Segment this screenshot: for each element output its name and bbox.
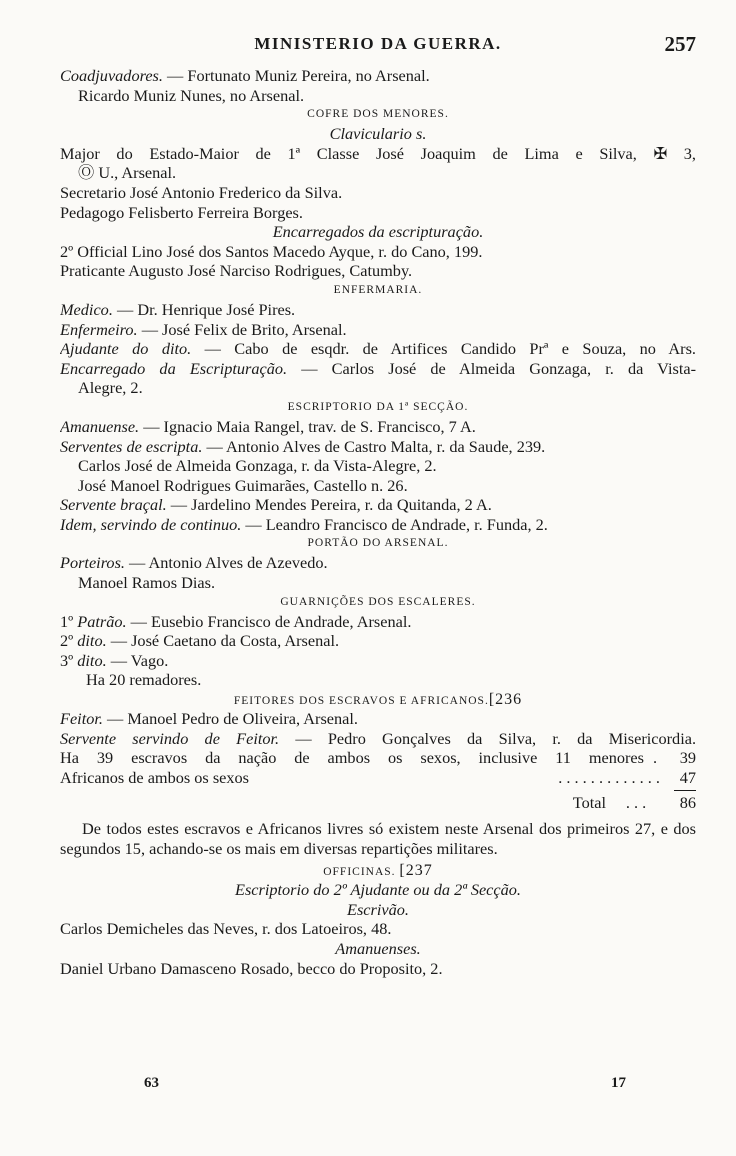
entry-line: Ajudante do dito. — Cabo de esqdr. de Artifices Candido Prª e Souza, no Ars.: [60, 339, 696, 359]
count-row: Africanos de ambos os sexos . . . . . . . . . . . . . 47: [60, 767, 696, 787]
section-heading: PORTÃO DO ARSENAL.: [307, 537, 449, 550]
entry-line: Amanuense. — Ignacio Maia Rangel, trav. de S. Francisco, 7 A.: [60, 416, 476, 436]
entry-line: Carlos José de Almeida Gonzaga, r. da Vista-Alegre, 2.: [78, 456, 437, 476]
entry-line: Alegre, 2.: [78, 378, 143, 398]
section-heading: GUARNIÇÕES DOS ESCALERES.: [280, 595, 476, 608]
total-row: Total . . . 86: [572, 793, 696, 813]
page-body: [60, 66, 696, 978]
section-heading: ENFERMARIA.: [333, 283, 423, 296]
note-paragraph: De todos estes escravos e Africanos livres só existem neste Arsenal dos primeiros 27, e dos segundos 15, achando-se os mais em diversas repartições militares.: [60, 819, 696, 858]
entry-line: Idem, servindo de continuo. — Leandro Francisco de Andrade, r. Funda, 2.: [60, 514, 548, 534]
sub-heading: Escriptorio do 2º Ajudante ou da 2ª Secção.: [235, 880, 521, 900]
signature-mark: 17: [611, 1075, 626, 1091]
entry-line: Serventes de escripta. — Antonio Alves de Castro Malta, r. da Saude, 239.: [60, 436, 546, 456]
entry-line: Porteiros. — Antonio Alves de Azevedo.: [60, 553, 328, 573]
entry-line: Ⓞ U., Arsenal.: [78, 163, 177, 183]
entry-line: Daniel Urbano Damasceno Rosado, becco do Proposito, 2.: [60, 958, 443, 978]
entry-line: 2º Official Lino José dos Santos Macedo Ayque, r. do Cano, 199.: [60, 241, 483, 261]
entry-line: Ricardo Muniz Nunes, no Arsenal.: [78, 85, 305, 105]
entry-line: Medico. — Dr. Henrique José Pires.: [60, 299, 296, 319]
paragraph-ref: [236: [488, 691, 523, 709]
entry-line: José Manoel Rodrigues Guimarães, Castello n. 26.: [78, 475, 408, 495]
entry-line: Ha 20 remadores.: [86, 670, 202, 690]
section-heading: COFRE DOS MENORES.: [307, 108, 449, 121]
running-title: MINISTERIO DA GUERRA.: [254, 34, 502, 53]
entry-line: Manoel Ramos Dias.: [78, 573, 216, 593]
entry-line: Carlos Demicheles das Neves, r. dos Latoeiros, 48.: [60, 919, 392, 939]
page-header: [60, 34, 696, 62]
entry-line: Praticante Augusto José Narciso Rodrigues, Catumby.: [60, 261, 413, 281]
entry-line: Enfermeiro. — José Felix de Brito, Arsenal.: [60, 319, 347, 339]
page-number: 257: [664, 32, 696, 56]
paragraph-ref: [237: [399, 862, 433, 880]
entry-line: Pedagogo Felisberto Ferreira Borges.: [60, 202, 303, 222]
entry-line: Feitor. — Manoel Pedro de Oliveira, Arsenal.: [60, 709, 358, 729]
section-heading: ESCRIPTORIO DA 1ª SECÇÃO.: [287, 400, 469, 413]
section-heading: FEITORES DOS ESCRAVOS E AFRICANOS.[236: [233, 691, 523, 709]
sub-heading: Encarregados da escripturação.: [272, 222, 484, 242]
sub-heading: Amanuenses.: [335, 938, 421, 958]
entry-line: Servente servindo de Feitor. — Pedro Gonçalves da Silva, r. da Misericordia.: [60, 728, 696, 748]
entry-line: 1º Patrão. — Eusebio Francisco de Andrade, Arsenal.: [60, 611, 412, 631]
sub-heading: Escrivão.: [347, 899, 409, 919]
entry-line: Coadjuvadores. — Fortunato Muniz Pereira, no Arsenal.: [60, 66, 430, 85]
entry-line: Major do Estado-Maior de 1ª Classe José Joaquim de Lima e Silva, ✠ 3,: [60, 143, 696, 163]
entry-line: 3º dito. — Vago.: [60, 650, 169, 670]
entry-line: Servente braçal. — Jardelino Mendes Pereira, r. da Quitanda, 2 A.: [60, 495, 492, 515]
count-row: Ha 39 escravos da nação de ambos os sexos, inclusive 11 menores . 39: [60, 748, 696, 768]
entry-line: Encarregado da Escripturação. — Carlos José de Almeida Gonzaga, r. da Vista-: [60, 358, 696, 378]
sheet-number: 63: [144, 1075, 159, 1091]
sub-heading: Claviculario s.: [329, 124, 427, 144]
entry-line: 2º dito. — José Caetano da Costa, Arsenal.: [60, 631, 340, 651]
entry-line: Secretario José Antonio Frederico da Silva.: [60, 182, 343, 202]
section-heading: OFFICINAS. [237: [323, 862, 433, 880]
page-footer: [60, 1075, 696, 1095]
